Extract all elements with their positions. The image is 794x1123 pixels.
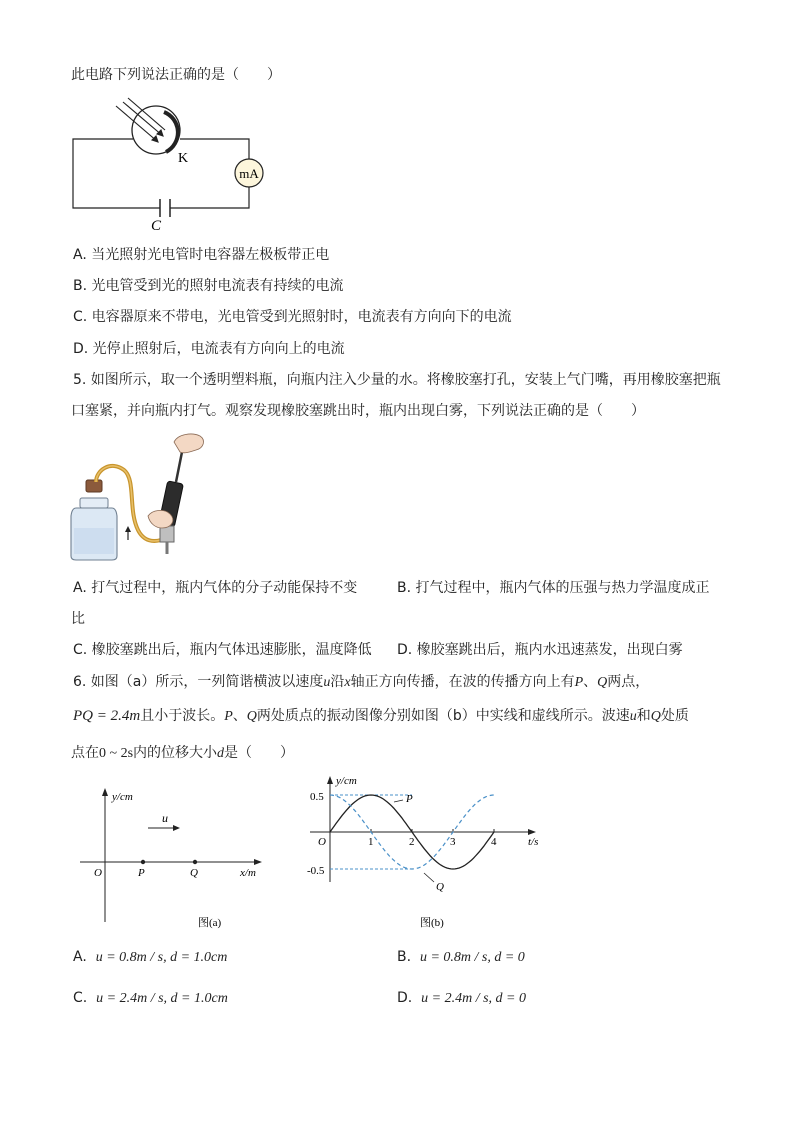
q6-stem-line2: PQ = 2.4m且小于波长。P、Q两处质点的振动图像分别如图（b）中实线和虚线所示。波速u和Q处质 [73,708,689,724]
fig-b-y-label: y/cm [336,775,357,787]
hand-icon [174,434,203,453]
q5-option-b-line2: 比 [71,611,85,627]
label-c: C [151,218,162,234]
fig-b-x-tick-label: 2 [409,836,415,848]
fig-b-x-tick-label: 1 [368,836,374,848]
fig-a-q: Q [190,867,198,879]
rubber-stopper-icon [86,480,102,492]
q5-stem-line1: 5. 如图所示，取一个透明塑料瓶，向瓶内注入少量的水。将橡胶塞打孔，安装上气门嘴，再用橡胶塞把瓶 [73,372,721,388]
q4-option-b: B. 光电管受到光的照射电流表有持续的电流 [73,278,344,294]
q6-option-c: C. u = 2.4m / s, d = 1.0cm [73,990,228,1006]
fig-b-origin: O [318,836,326,848]
label-k: K [178,151,189,166]
q4-stem: 此电路下列说法正确的是（ ） [71,67,281,83]
fig-a-p: P [138,867,145,879]
fig-b-caption: 图(b) [420,917,444,929]
fig-b-y-top: 0.5 [310,791,324,803]
q4-option-c: C. 电容器原来不带电，光电管受到光照射时，电流表有方向向下的电流 [73,309,512,325]
q6-figure-b-chart [300,772,550,929]
q5-option-a: A. 打气过程中，瓶内气体的分子动能保持不变 [73,580,358,596]
air-pump-icon [159,452,184,554]
fig-b-p-label: P [406,793,413,805]
q5-pump-bottle-figure [66,430,216,565]
circuit-wire [180,139,249,159]
label-ma: mA [239,166,259,181]
q5-option-c: C. 橡胶塞跳出后，瓶内气体迅速膨胀，温度降低 [73,642,372,658]
q5-stem-line2: 口塞紧，并向瓶内打气。观察发现橡胶塞跳出时，瓶内出现白雾，下列说法正确的是（ ） [71,403,645,419]
fig-b-y-bottom: -0.5 [307,865,325,877]
q6-stem-line1: 6. 如图（a）所示，一列简谐横波以速度u沿x轴正方向传播，在波的传播方向上有P、Q两点， [73,674,650,690]
fig-a-x-label: x/m [240,867,256,879]
bottle-icon [71,498,117,560]
fig-a-u-label: u [162,811,168,825]
q5-option-d: D. 橡胶塞跳出后，瓶内水迅速蒸发，出现白雾 [397,642,683,658]
q6-stem-line3: 点在0 ~ 2s内的位移大小d是（ ） [71,745,295,761]
q6-option-d: D. u = 2.4m / s, d = 0 [397,990,526,1006]
fig-b-t-label: t/s [528,836,539,848]
hand-icon [148,510,173,528]
q5-option-b-line1: B. 打气过程中，瓶内气体的压强与热力学温度成正 [397,580,710,596]
q4-option-d: D. 光停止照射后，电流表有方向向上的电流 [73,341,345,357]
fig-b-x-tick-label: 4 [491,836,497,848]
q6-option-b: B. u = 0.8m / s, d = 0 [397,949,525,965]
q6-figure-a [80,782,280,932]
fig-a-caption: 图(a) [198,917,222,929]
q6-option-a: A. u = 0.8m / s, d = 1.0cm [73,949,228,965]
fig-a-y-label: y/cm [112,791,133,803]
q4-circuit-figure [68,108,268,238]
circuit-wire [170,187,249,208]
fig-b-x-tick-label: 3 [450,836,456,848]
fig-b-q-label: Q [436,881,444,893]
q4-option-a: A. 当光照射光电管时电容器左极板带正电 [73,247,330,263]
fig-a-origin: O [94,867,102,879]
